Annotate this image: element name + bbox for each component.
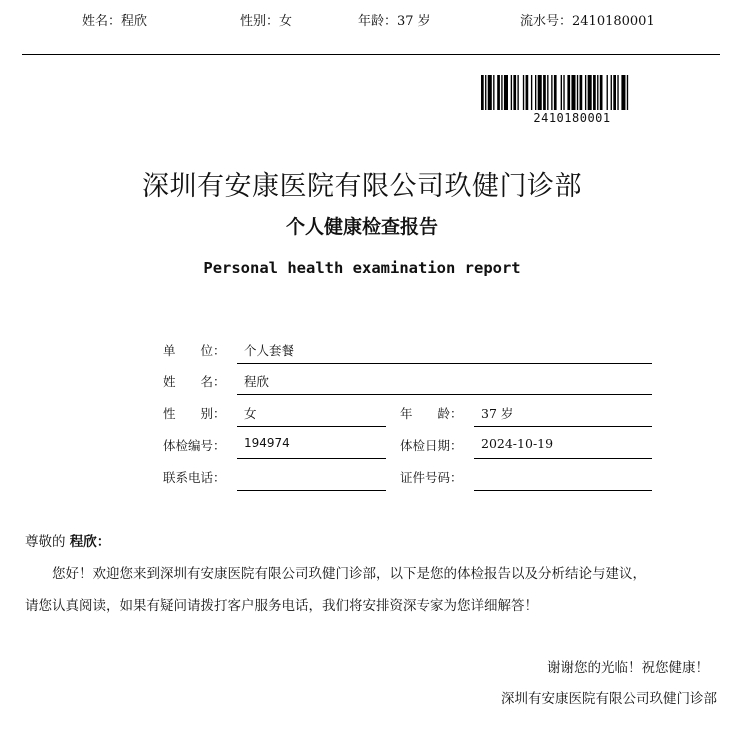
exam-number-underline — [237, 458, 386, 459]
report-title-chinese: 个人健康检查报告 — [285, 216, 438, 238]
header-serial: 流水号：2410180001 — [520, 14, 655, 29]
phone-label: 联系电话： — [163, 470, 226, 485]
page-header — [0, 10, 738, 30]
exam-number-value: 194974 — [244, 436, 290, 450]
exam-date-label: 体检日期： — [400, 438, 463, 453]
patient-name: 程欣： — [69, 534, 111, 550]
age-underline — [474, 426, 652, 427]
exam-number-label: 体检编号： — [163, 438, 226, 453]
header-divider — [22, 54, 720, 55]
gender-label: 性 别： — [163, 406, 226, 421]
barcode-number: 2410180001 — [533, 111, 611, 125]
letter-line-1: 您好！欢迎您来到深圳有安康医院有限公司玖健门诊部，以下是您的体检报告以及分析结论与建议， — [52, 566, 646, 582]
exam-date-value: 2024-10-19 — [481, 436, 554, 451]
thanks-line: 谢谢您的光临！祝您健康！ — [547, 660, 709, 676]
unit-label: 单 位： — [163, 343, 226, 358]
name-label: 姓 名： — [163, 374, 226, 389]
letter-line-2: 请您认真阅读，如果有疑问请拨打客户服务电话，我们将安排资深专家为您详细解答！ — [25, 598, 538, 614]
age-value: 37 岁 — [481, 406, 514, 421]
signature-line: 深圳有安康医院有限公司玖健门诊部 — [501, 691, 717, 707]
phone-underline — [237, 490, 386, 491]
header-gender: 性别：女 — [240, 14, 293, 29]
barcode-image — [481, 75, 663, 110]
exam-date-underline — [474, 458, 652, 459]
id-number-label: 证件号码： — [400, 470, 463, 485]
unit-value: 个人套餐 — [244, 343, 295, 358]
report-title-english: Personal health examination report — [203, 259, 521, 277]
id-number-underline — [474, 490, 652, 491]
greeting — [25, 530, 110, 550]
unit-underline — [237, 363, 652, 364]
gender-underline — [237, 426, 386, 427]
name-underline — [237, 394, 652, 395]
header-name: 姓名：程欣 — [82, 14, 148, 29]
name-value: 程欣 — [244, 374, 270, 389]
header-age: 年龄：37 岁 — [358, 14, 431, 29]
gender-value: 女 — [244, 406, 257, 421]
hospital-name: 深圳有安康医院有限公司玖健门诊部 — [142, 171, 582, 202]
salutation: 尊敬的 — [25, 534, 66, 550]
age-label: 年 龄： — [400, 406, 463, 421]
